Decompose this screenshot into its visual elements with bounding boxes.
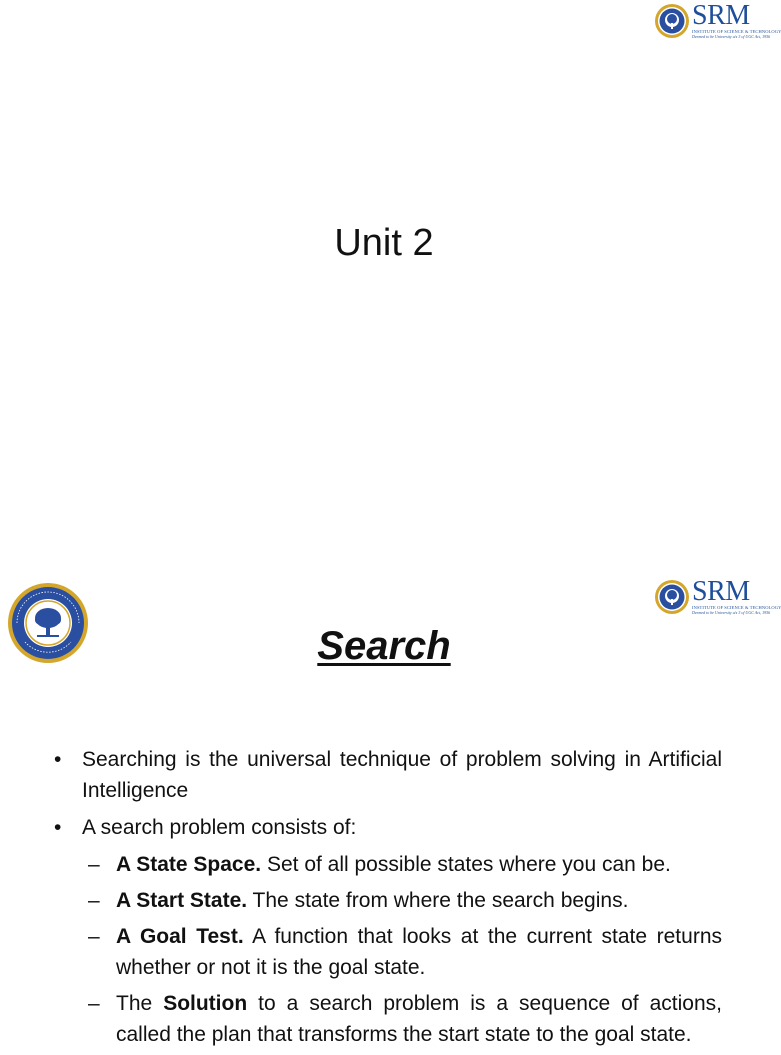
slide-body [48, 744, 722, 1055]
sub-item-start-state [48, 885, 722, 916]
bullet-icon: • [54, 816, 62, 839]
srm-logo [654, 576, 781, 615]
dash-icon: – [88, 853, 100, 876]
bullet-item [48, 744, 722, 806]
dash-icon: – [88, 992, 100, 1015]
sub-item-term: A State Space. [116, 853, 262, 876]
srm-tagline: INSTITUTE OF SCIENCE & TECHNOLOGY [692, 29, 781, 34]
slide-title: Search [317, 624, 451, 668]
bullet-icon: • [54, 748, 62, 771]
srm-brand-text: SRM [692, 0, 750, 31]
bullet-text: Searching is the universal technique of problem solving in Artificial Intelligence [82, 748, 722, 802]
sub-item-text: A function that looks at the current state returns whether or not it is the goal state. [116, 925, 722, 979]
sub-item-solution [48, 988, 722, 1050]
sub-item-state-space [48, 849, 722, 880]
dash-icon: – [88, 925, 100, 948]
sub-item-text: Set of all possible states where you can be. [261, 853, 671, 876]
bullet-text: A search problem consists of: [82, 816, 357, 839]
srm-tagline: INSTITUTE OF SCIENCE & TECHNOLOGY [692, 605, 781, 610]
sub-item-term: A Start State. [116, 889, 248, 912]
sub-item-term: A Goal Test. [116, 925, 244, 948]
sub-item-goal-test [48, 921, 722, 983]
search-slide [0, 576, 781, 1046]
srm-subtagline: Deemed to be University u/s 3 of UGC Act, 1956 [692, 34, 771, 39]
srm-emblem-icon [654, 579, 690, 615]
sub-item-text: The state from where the search begins. [247, 889, 629, 912]
srm-logo [654, 0, 781, 39]
sub-item-term: Solution [163, 992, 248, 1015]
unit-title: Unit 2 [334, 222, 434, 264]
srm-subtagline: Deemed to be University u/s 3 of UGC Act, 1956 [692, 610, 771, 615]
dash-icon: – [88, 889, 100, 912]
bullet-item [48, 812, 722, 843]
srm-emblem-icon [654, 3, 690, 39]
srm-brand-text: SRM [692, 576, 750, 607]
sub-item-prefix: The [116, 992, 164, 1015]
sub-item-text: to a search problem is a sequence of actions, called the plan that transforms the start state to the goal state. [116, 992, 722, 1046]
